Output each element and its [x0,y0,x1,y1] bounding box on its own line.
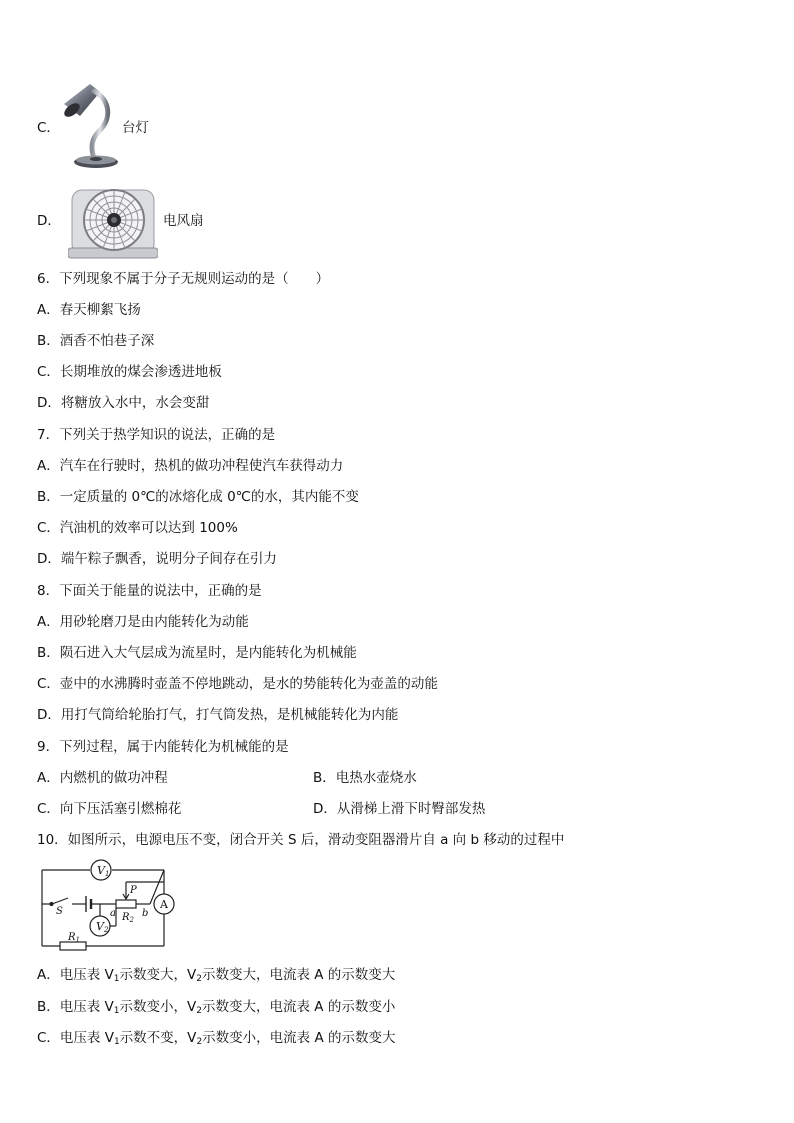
q9-option-a: A．内燃机的做功冲程 [37,770,168,786]
q8-option-a: A．用砂轮磨刀是由内能转化为动能 [37,614,249,630]
circuit-a-label: a [110,908,116,919]
circuit-r1-label: $R_1$ [68,932,80,944]
q7-option-b: B．一定质量的 0℃的冰熔化成 0℃的水，其内能不变 [37,489,359,505]
q9-option-b: B．电热水壶烧水 [313,770,417,786]
q7-option-c: C．汽油机的效率可以达到 100% [37,520,238,536]
option-c-letter: C． [37,120,60,136]
q6-stem: 6．下列现象不属于分子无规则运动的是（ ） [37,271,330,287]
q7-option-d: D．端午粽子飘香，说明分子间存在引力 [37,551,277,567]
circuit-s-label: S [56,906,63,917]
q10-option-c: C．电压表 $V_1$示数不变，$V_2$示数变小，电流表 A 的示数变大 [37,1030,396,1047]
q8-option-c: C．壶中的水沸腾时壶盖不停地跳动，是水的势能转化为壶盖的动能 [37,676,438,692]
circuit-v2-label: V2 [96,920,109,934]
circuit-v1-label: V1 [97,864,110,878]
option-d-letter: D． [37,213,61,229]
q6-option-b: B．酒香不怕巷子深 [37,333,155,349]
q10-option-a: A．电压表 $V_1$示数变大，$V_2$示数变大，电流表 A 的示数变大 [37,967,396,984]
q10-option-b: B．电压表 $V_1$示数变小，$V_2$示数变大，电流表 A 的示数变小 [37,999,396,1016]
circuit-diagram [36,858,176,954]
option-d-label: 电风扇 [163,213,204,229]
q8-option-b: B．陨石进入大气层成为流星时，是内能转化为机械能 [37,645,357,661]
circuit-ammeter-label: A [160,898,168,911]
q7-stem: 7．下列关于热学知识的说法，正确的是 [37,427,276,443]
circuit-b-label: b [142,908,149,919]
q8-option-d: D．用打气筒给轮胎打气，打气筒发热，是机械能转化为内能 [37,707,399,723]
q6-option-d: D．将糖放入水中，水会变甜 [37,395,210,411]
electric-fan-image [68,182,158,260]
option-c-label: 台灯 [122,120,149,136]
q6-option-a: A．春天柳絮飞扬 [37,302,141,318]
q9-option-d: D．从滑梯上滑下时臀部发热 [313,801,486,817]
q9-option-c: C．向下压活塞引燃棉花 [37,801,182,817]
q7-option-a: A．汽车在行驶时，热机的做功冲程使汽车获得动力 [37,458,344,474]
q9-stem: 9．下列过程，属于内能转化为机械能的是 [37,739,289,755]
desk-lamp-image [60,82,126,172]
circuit-r2-label: $R_2$ [122,912,134,924]
q8-stem: 8．下面关于能量的说法中，正确的是 [37,583,262,599]
circuit-p-label: P [130,885,137,896]
q6-option-c: C．长期堆放的煤会渗透进地板 [37,364,222,380]
q10-stem: 10．如图所示，电源电压不变，闭合开关 S 后，滑动变阻器滑片自 a 向 b 移动的过程中 [37,832,565,848]
